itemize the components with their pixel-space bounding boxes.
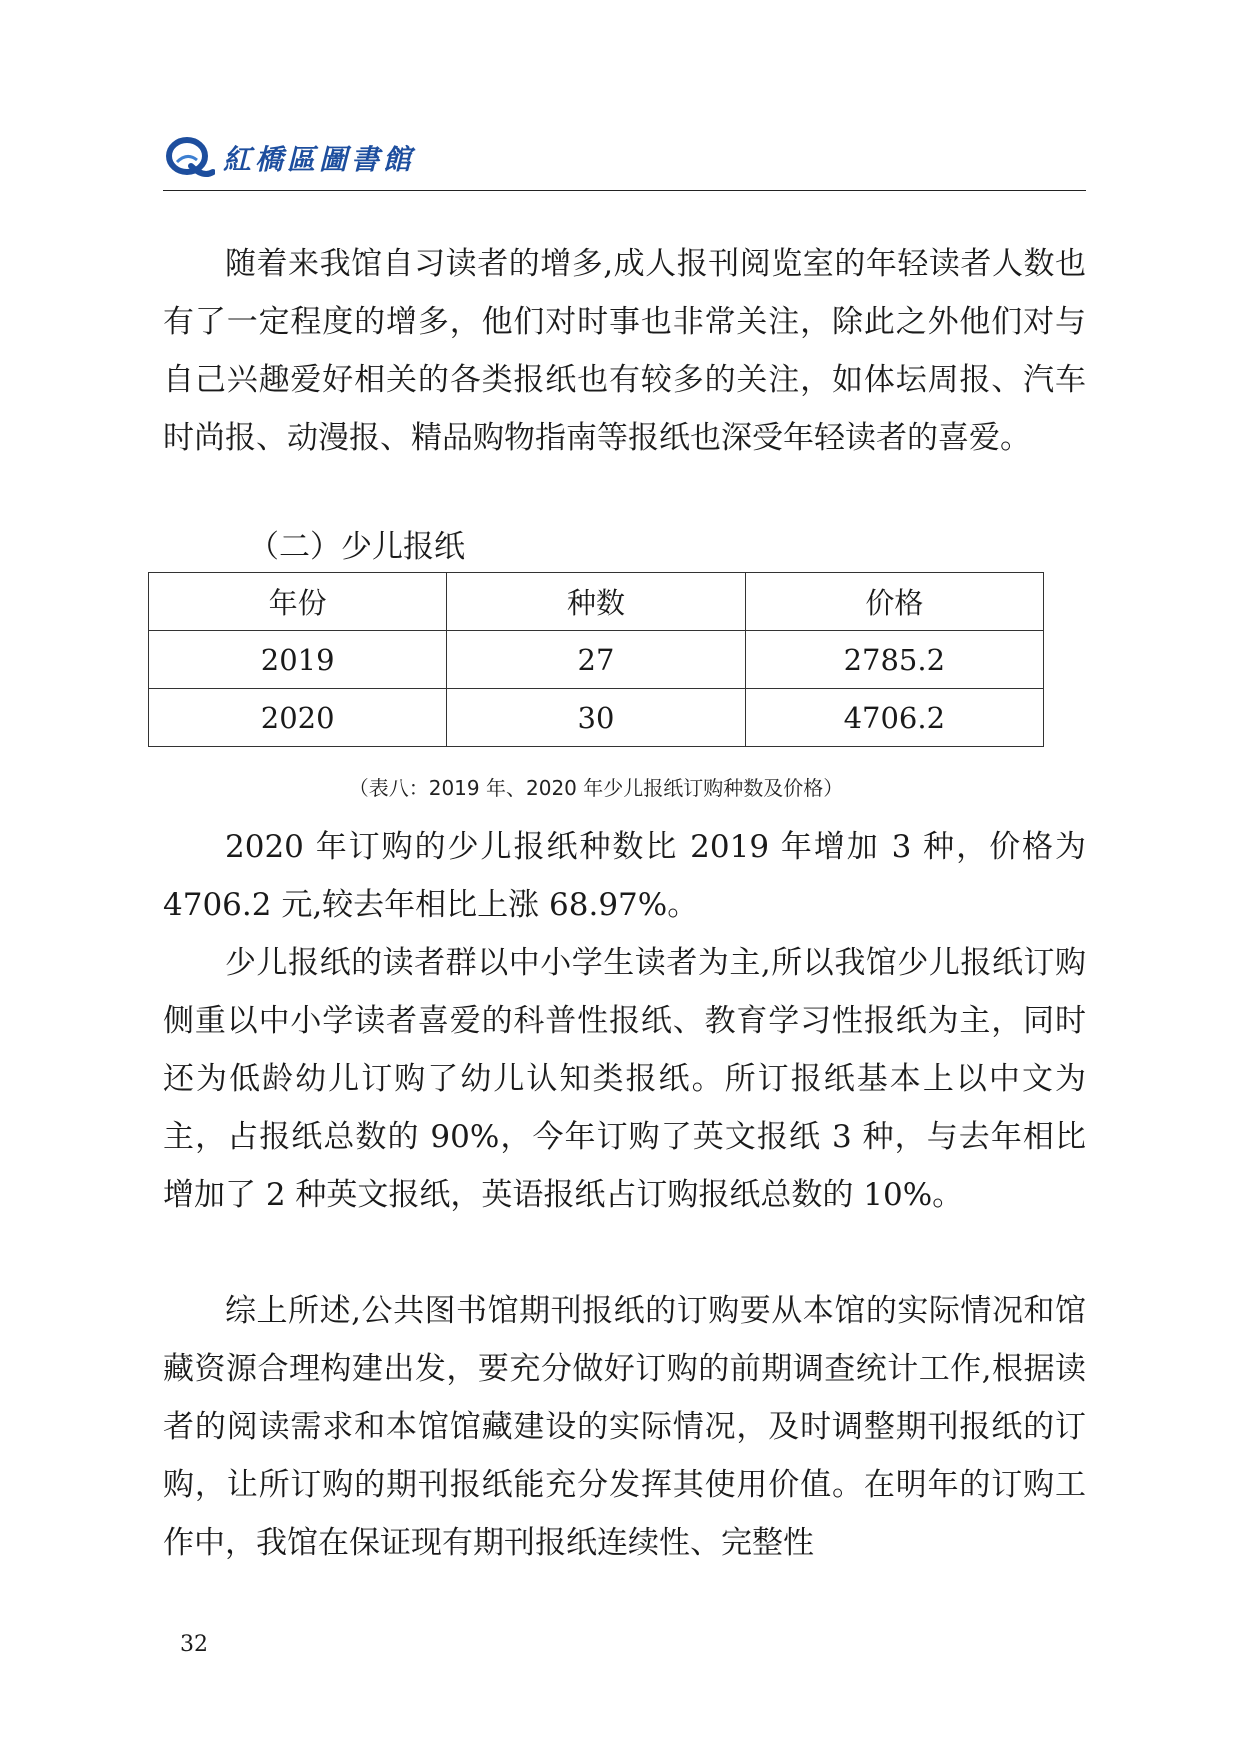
table-row — [149, 689, 1044, 747]
table-header-year: 年份 — [149, 573, 447, 631]
table-cell: 30 — [447, 689, 745, 747]
table-cell: 2020 — [149, 689, 447, 747]
section-heading: （二）少儿报纸 — [248, 529, 465, 565]
paragraph-2: 2020 年订购的少儿报纸种数比 2019 年增加 3 种，价格为 4706.2 元,较去年相比上涨 68.97%。 — [163, 829, 1086, 923]
table-cell: 27 — [447, 631, 745, 689]
table-header-price: 价格 — [745, 573, 1043, 631]
table-row — [149, 631, 1044, 689]
library-logo-icon — [163, 132, 215, 184]
table-header-count: 种数 — [447, 573, 745, 631]
library-name: 紅橋區圖書館 — [223, 143, 416, 176]
paragraph-3: 少儿报纸的读者群以中小学生读者为主,所以我馆少儿报纸订购侧重以中小学读者喜爱的科普性报纸、教育学习性报纸为主，同时还为低龄幼儿订购了幼儿认知类报纸。所订报纸基本上以中文为主，占报纸总数的 90%，今年订购了英文报纸 3 种，与去年相比增加了 2 种英文报纸，英语报纸占订购报纸总数的 10%。 — [163, 945, 1086, 1213]
table-header-row — [149, 573, 1044, 631]
page-header — [163, 130, 1086, 190]
paragraph-4: 综上所述,公共图书馆期刊报纸的订购要从本馆的实际情况和馆藏资源合理构建出发，要充分做好订购的前期调查统计工作,根据读者的阅读需求和本馆馆藏建设的实际情况，及时调整期刊报纸的订购，让所订购的期刊报纸能充分发挥其使用价值。在明年的订购工作中，我馆在保证现有期刊报纸连续性、完整性 — [163, 1293, 1086, 1561]
page-number: 32 — [180, 1632, 208, 1657]
table-cell: 4706.2 — [745, 689, 1043, 747]
table-caption: （表八：2019 年、2020 年少儿报纸订购种数及价格） — [348, 776, 844, 800]
table-cell: 2019 — [149, 631, 447, 689]
header-divider — [163, 190, 1086, 191]
table-cell: 2785.2 — [745, 631, 1043, 689]
paragraph-1: 随着来我馆自习读者的增多,成人报刊阅览室的年轻读者人数也有了一定程度的增多，他们对时事也非常关注，除此之外他们对与自己兴趣爱好相关的各类报纸也有较多的关注，如体坛周报、汽车时尚报、动漫报、精品购物指南等报纸也深受年轻读者的喜爱。 — [163, 246, 1086, 456]
newspaper-table — [148, 572, 1044, 747]
